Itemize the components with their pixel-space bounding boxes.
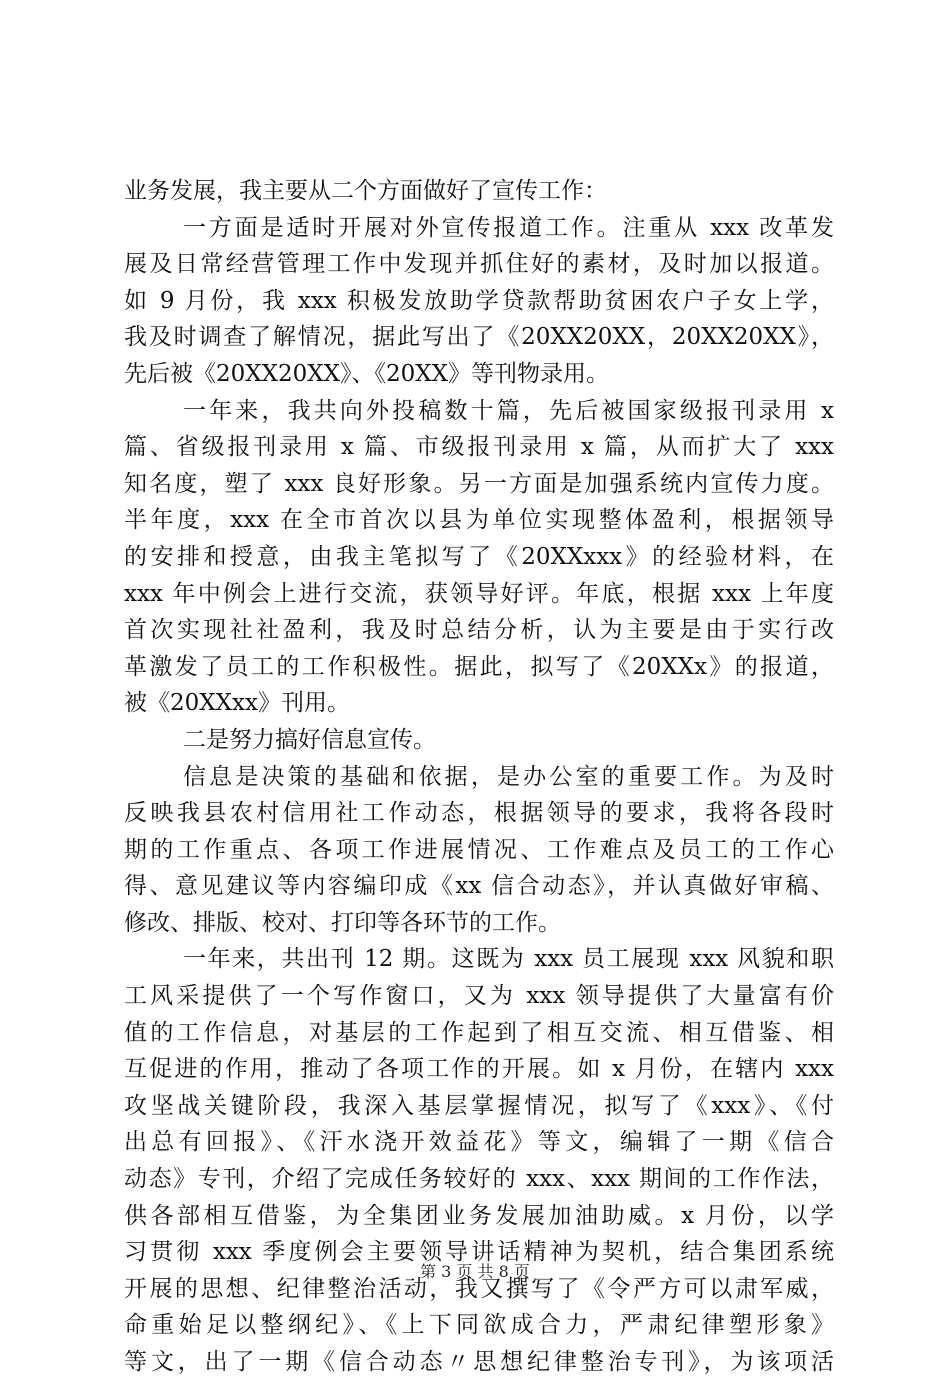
text-line: 一方面是适时开展对外宣传报道工作。注重从 xxx 改革发 bbox=[183, 214, 834, 241]
text-line: 攻坚战关键阶段，我深入基层掌握情况，拟写了《xxx》、《付 bbox=[124, 1092, 834, 1119]
text-line: 值的工作信息，对基层的工作起到了相互交流、相互借鉴、相 bbox=[124, 1019, 834, 1046]
text-line: 我及时调查了解情况，据此写出了《20XX20XX，20XX20XX》， bbox=[124, 324, 834, 351]
text-line: 二是努力搞好信息宣传。 bbox=[183, 726, 436, 753]
text-line: 动态》专刊，介绍了完成任务较好的 xxx、xxx 期间的工作作法， bbox=[124, 1166, 834, 1193]
text-line: 信息是决策的基础和依据，是办公室的重要工作。为及时 bbox=[183, 763, 834, 790]
text-line: 业务发展，我主要从二个方面做好了宣传工作： bbox=[124, 178, 607, 204]
text-line: 篇、省级报刊录用 x 篇、市级报刊录用 x 篇，从而扩大了 xxx bbox=[124, 434, 834, 461]
text-line: 的安排和授意，由我主笔拟写了《20XXxxx》的经验材料，在 bbox=[124, 543, 834, 570]
text-line: 一年来，共出刊 12 期。这既为 xxx 员工展现 xxx 风貌和职 bbox=[183, 946, 834, 973]
text-line: xxx 年中例会上进行交流，获领导好评。年底，根据 xxx 上年度 bbox=[124, 580, 834, 607]
text-line: 等文，出了一期《信合动态〃思想纪律整治专刊》，为该项活 bbox=[124, 1349, 834, 1375]
text-line: 互促进的作用，推动了各项工作的开展。如 x 月份，在辖内 xxx bbox=[124, 1056, 834, 1083]
text-line: 工风采提供了一个写作窗口，又为 xxx 领导提供了大量富有价 bbox=[124, 983, 834, 1010]
text-line: 得、意见建议等内容编印成《xx 信合动态》，并认真做好审稿、 bbox=[124, 873, 834, 900]
text-line: 先后被《20XX20XX》、《20XX》等刊物录用。 bbox=[124, 360, 610, 387]
text-line: 期的工作重点、各项工作进展情况、工作难点及员工的工作心 bbox=[124, 836, 834, 863]
text-line: 展及日常经营管理工作中发现并抓住好的素材，及时加以报道。 bbox=[124, 251, 834, 278]
text-line: 开展的思想、纪律整治活动，我又撰写了《令严方可以肃军威， bbox=[124, 1275, 834, 1302]
text-line: 革激发了员工的工作积极性。据此，拟写了《20XXx》的报道， bbox=[124, 653, 834, 680]
text-line: 反映我县农村信用社工作动态，根据领导的要求，我将各段时 bbox=[124, 800, 834, 827]
text-line: 首次实现社社盈利，我及时总结分析，认为主要是由于实行改 bbox=[124, 617, 834, 644]
text-line: 被《20XXxx》刊用。 bbox=[124, 690, 350, 717]
text-line: 一年来，我共向外投稿数十篇，先后被国家级报刊录用 x bbox=[183, 397, 834, 424]
text-line: 供各部相互借鉴，为全集团业务发展加油助威。x 月份，以学 bbox=[124, 1202, 834, 1229]
text-line: 如 9 月份，我 xxx 积极发放助学贷款帮助贫困农户子女上学， bbox=[124, 287, 834, 314]
text-line: 习贯彻 xxx 季度例会主要领导讲话精神为契机，结合集团系统 bbox=[124, 1239, 834, 1266]
text-line: 命重始足以整纲纪》、《上下同欲成合力，严肃纪律塑形象》 bbox=[124, 1312, 834, 1339]
text-line: 修改、排版、校对、打印等各环节的工作。 bbox=[124, 909, 561, 936]
text-line: 半年度，xxx 在全市首次以县为单位实现整体盈利，根据领导 bbox=[124, 507, 834, 534]
document-body bbox=[124, 173, 834, 1381]
text-line: 知名度，塑了 xxx 良好形象。另一方面是加强系统内宣传力度。 bbox=[124, 470, 834, 497]
page-number-footer: 第 3 页 共 8 页 bbox=[420, 1262, 530, 1281]
text-line: 出总有回报》、《汗水浇开效益花》等文，编辑了一期《信合 bbox=[124, 1129, 834, 1156]
